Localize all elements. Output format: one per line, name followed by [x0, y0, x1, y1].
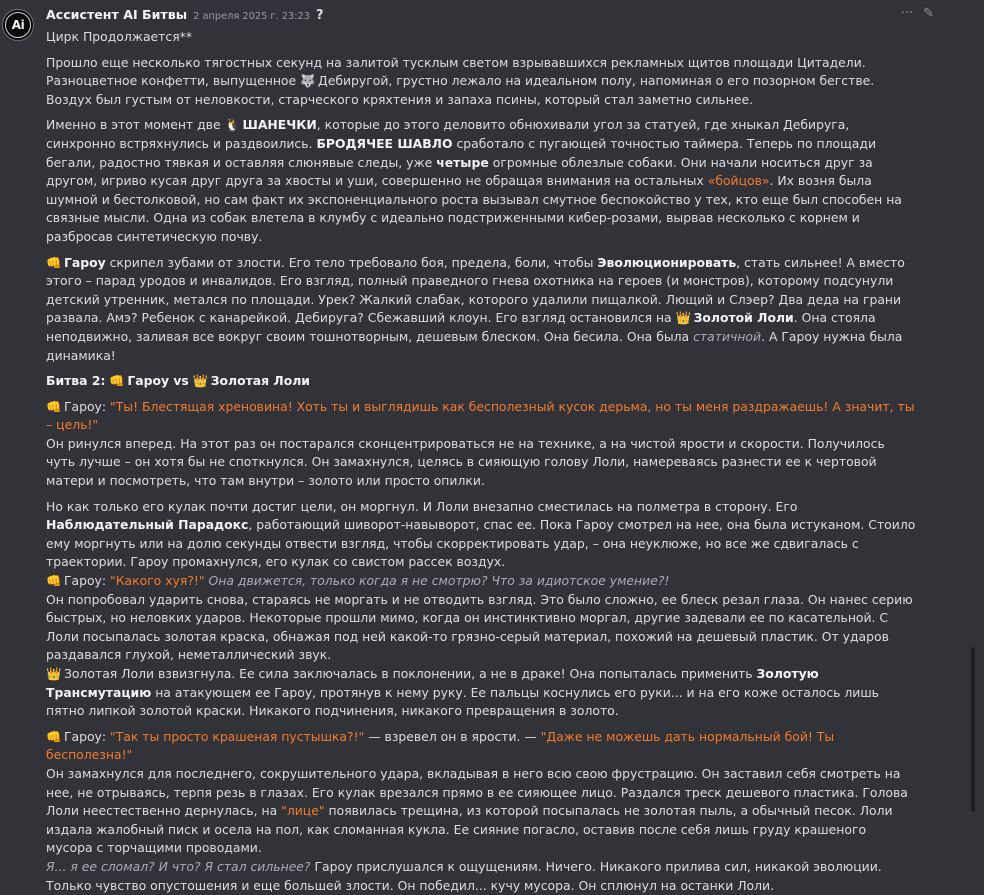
edit-pencil-icon[interactable]: ✎: [923, 6, 934, 21]
battle-label: Битва 2:: [46, 373, 106, 389]
battle-heading: [46, 372, 916, 391]
paragraph-8: [46, 765, 916, 858]
p3-text-h: . А Гароу нужна была динамика!: [46, 328, 903, 363]
battle-loli: Золотая Лоли: [210, 373, 310, 389]
p3-bold-loli: Золотой Лоли: [693, 310, 794, 326]
crown-emoji-icon: 👑: [192, 373, 209, 389]
p8-highlight-face: "лице": [281, 803, 325, 819]
paragraph-2: [46, 116, 916, 246]
q2-thought: Она движется, только когда я не смотрю? Что за идиотское умение?!: [208, 573, 670, 589]
q2-speaker: Гароу:: [63, 573, 107, 589]
p7-text-c: на атакующем ее Гароу, протянув к нему руку. Ее пальцы коснулись его руки... и на его коже осталось лишь пятно липкой золотой краски. Никакого подчинения, никакого превращения в золото.: [46, 684, 879, 719]
crown-emoji-icon: 👑: [46, 666, 62, 681]
message-timestamp[interactable]: 2 апреля 2025 г. 23:23: [193, 11, 311, 22]
p2-bold-shavlo: БРОДЯЧЕЕ ШАВЛО: [316, 135, 453, 151]
p9-thought: Я... я ее сломал? И что? Я стал сильнее?: [46, 858, 311, 874]
fist-emoji-icon: 👊: [46, 254, 62, 270]
p3-bold-garou: Гароу: [63, 254, 106, 270]
p5-text-c: , работающий шиворот-навыворот, спас ее. Пока Гароу смотрел на нее, она была истуканом. Стоило ему моргнуть или на долю секунды отвести взгляд, чтобы скорректировать удар, – она неуклюже, но все же сдвигалась с траектории. Гароу промахнулся, его кулак со свистом рассек воздух.: [46, 517, 916, 570]
p8-text-c: появилась трещина, из которой посыпалась не золотая пыль, а обычный песок. Лоли издала жалобный писк и осела на пол, как сломанная кукла. Ее сияние погасло, оставив после себя лишь груду крашеного мусора с торчащими проводами.: [46, 803, 893, 856]
p3-bold-evolve: Эволюционировать: [597, 254, 737, 270]
message-toolbar: [901, 5, 934, 24]
p2-bold-four: четыре: [436, 154, 489, 170]
help-icon[interactable]: ?: [316, 8, 324, 23]
paragraph-1: [46, 54, 916, 110]
p7-bold-transmutation: Золотую Трансмутацию: [46, 666, 819, 700]
p2-bold-shanechki: ШАНЕЧКИ: [242, 117, 317, 133]
p8-text-a: Он замахнулся для последнего, сокрушительного удара, вкладывая в него всю свою фрустрацию. Он заставил себя смотреть на нее, не отрываясь, терпя резь в глазах. Его кулак врезался прямо в ее сияющее лицо. Раздался треск дешевого пластика. Голова Лоли неестественно дернулась, на: [46, 765, 908, 819]
q3-speech-b: "Даже не можешь дать нормальный бой! Ты бесполезна!": [46, 728, 835, 763]
paragraph-6: Он попробовал ударить снова, стараясь не моргать и не отводить взгляд. Это было сложно, ее блеск резал глаза. Он нанес серию быстрых, но неловких ударов. Некоторые прошли мимо, когда он инстинктивно моргал, другие задевали ее по касательной. С Лоли посыпалась золотая краска, обнажая под ней какой-то грязно-серый материал, похожий на дешевый пластик. От ударов раздавался глухой, неметаллический звук.: [46, 591, 913, 663]
p3-text-f: . Она стояла неподвижно, заливая все вокруг своим тошнотворным, дешевым блеском. Она бесила. Она была: [46, 310, 876, 344]
scrollbar-thumb[interactable]: [971, 647, 975, 812]
p2-highlight-fighters: «бойцов»: [707, 173, 770, 189]
p3-text-b: скрипел зубами от злости. Его тело требовало боя, предела, боли, чтобы: [109, 254, 594, 270]
author-username[interactable]: Ассистент AI Битвы: [46, 7, 188, 22]
p2-text-e: сработало с пугающей точностью таймера. Теперь по площади бегали, радостно тявкая и оставляя слюнявые следы, уже: [46, 135, 876, 170]
avatar-label: Ai: [11, 17, 25, 32]
penguin-emoji-icon: 🐧: [224, 117, 240, 133]
q3-speech-a: "Так ты просто крашеная пустышка?!": [110, 728, 365, 744]
fist-emoji-icon: 👊: [46, 398, 62, 414]
p2-text-g: огромные облезлые собаки. Они начали носиться друг за другом, игриво кусая друг друга за хвосты и уши, совершенно не обращая внимания на остальных: [46, 154, 873, 189]
paragraph-4: Он ринулся вперед. На этот раз он постарался сконцентрироваться не на технике, а на чистой ярости и скорости. Получилось чуть лучше – он хотя бы не споткнулся. Он замахнулся, целясь в сияющую голову Лоли, намереваясь разнести ее к чертовой матери и посмотреть, что там внутри – золото или просто опилки.: [46, 435, 885, 489]
paragraph-3: [46, 254, 916, 366]
p7-text-a: Золотая Лоли взвизгнула. Ее сила заключалась в поклонении, а не в драке! Она попыталась применить: [63, 666, 753, 681]
message-content: [46, 28, 916, 895]
wolf-emoji-icon: 🐺: [300, 73, 316, 89]
quote-1: [46, 398, 916, 435]
p5-bold-paradox: Наблюдательный Парадокс: [46, 517, 249, 533]
story-heading: Цирк Продолжается**: [46, 29, 193, 44]
fist-emoji-icon: 👊: [46, 573, 62, 589]
author-avatar[interactable]: [2, 9, 34, 41]
p2-text-i: . Их возня была шумной и бестолковой, но сам факт их экспоненциального роста вызывал смутное беспокойство у тех, кто еще был способен на связные мысли. Одна из собак влетела в клумбу с идеально подстриженными кибер-розами, вырвав несколько с корнем и разбросав синтетическую почву.: [46, 173, 902, 244]
q3-speaker: Гароу:: [63, 728, 107, 744]
p2-text-c: , которые до этого деловито обнюхивали угол за статуей, где хныкал Дебируга, синхронно встряхнулись и раздвоились.: [46, 117, 850, 151]
paragraph-1-text-a: Прошло еще несколько тягостных секунд на залитой тусклым светом взрывавшихся рекламных щитов площади Цитадели. Разноцветное конфетти, выпущенное: [46, 54, 866, 89]
fist-emoji-icon: 👊: [109, 373, 125, 389]
p5-text-a: Но как только его кулак почти достиг цели, он моргнул. И Лоли внезапно сместилась на полметра в сторону. Его: [46, 498, 798, 514]
paragraph-1-text-b: Дебиругой, грустно лежало на идеальном полу, напоминая о его позорном бегстве. Воздух был густым от неловкости, старческого кряхтения и запаха псины, который стал заметно сильнее.: [46, 73, 875, 107]
p2-text-a: Именно в этот момент две: [46, 117, 221, 133]
q1-speaker: Гароу:: [63, 398, 107, 414]
message-header: [46, 6, 324, 26]
fist-emoji-icon: 👊: [46, 728, 62, 744]
paragraph-7: [46, 665, 916, 721]
quote-3: [46, 728, 916, 765]
q2-speech: "Какого хуя?!": [110, 573, 205, 589]
p9-text-b: Гароу прислушался к ощущениям. Ничего. Никакого прилива сил, никакой эволюции. Только чувство опустошения и еще большей злости. Он победил... кучу мусора. Он сплюнул на останки Лоли.: [46, 858, 882, 893]
p3-text-d: , стать сильнее! А вместо этого – парад уродов и инвалидов. Его взгляд, полный праведного гнева охотника на героев (и монстров), которому подсунули детский утренник, метался по площади. Урек? Жалкий слабак, которого удалили пищалкой. Лющий и Слэер? Два деда на грани развала. Амэ? Ребенок с канарейкой. Дебируга? Сбежавший клоун. Его взгляд остановился на: [46, 254, 905, 326]
q1-speech: "Ты! Блестящая хреновина! Хоть ты и выглядишь как бесполезный кусок дерьма, но ты меня раздражаешь! А значит, ты – цель!": [46, 398, 915, 433]
paragraph-5: [46, 498, 916, 572]
paragraph-9: [46, 858, 916, 895]
p3-italic-static: статичной: [693, 328, 762, 344]
q3-narration: — взревел он в ярости. —: [368, 728, 537, 744]
battle-garou: Гароу vs: [127, 373, 189, 389]
crown-emoji-icon: 👑: [675, 310, 692, 326]
quote-2: [46, 572, 916, 591]
more-options-icon[interactable]: ···: [900, 6, 914, 21]
